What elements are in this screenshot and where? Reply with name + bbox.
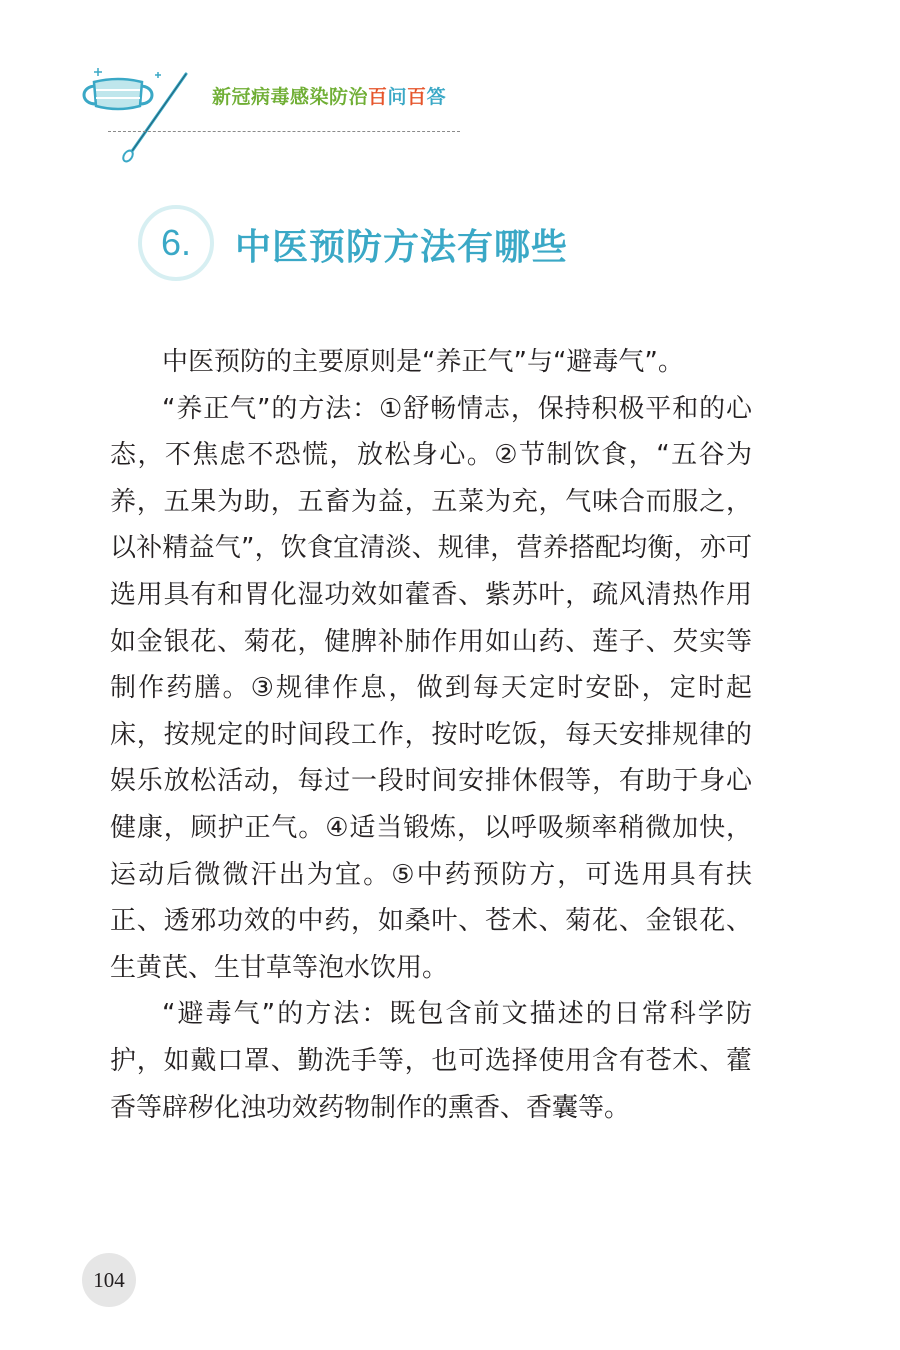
sparkle-icon bbox=[155, 72, 161, 78]
section-number-badge bbox=[138, 205, 214, 281]
sparkle-icon bbox=[94, 68, 102, 76]
running-header-title bbox=[212, 82, 446, 109]
paragraph: “养正气”的方法：①舒畅情志，保持积极平和的心态，不焦虑不恐慌，放松身心。②节制饮食，“五谷为养，五果为助，五畜为益，五菜为充，气味合而服之，以补精益气”，饮食宜清淡、规律，营养搭配均衡，亦可选用具有和胃化湿功效如藿香、紫苏叶，疏风清热作用如金银花、菊花，健脾补肺作用如山药、莲子、芡实等制作药膳。③规律作息，做到每天定时安卧，定时起床，按规定的时间段工作，按时吃饭，每天安排规律的娱乐放松活动，每过一段时间安排休假等，有助于身心健康，顾护正气。④适当锻炼，以呼吸频率稍微加快，运动后微微汗出为宜。⑤中药预防方，可选用具有扶正、透邪功效的中药，如桑叶、苍术、菊花、金银花、生黄芪、生甘草等泡水饮用。 bbox=[110, 393, 752, 983]
body-text bbox=[110, 339, 752, 1131]
header-title-char: 答 bbox=[426, 86, 447, 108]
section-title: 中医预防方法有哪些 bbox=[235, 227, 569, 268]
header-title-main: 新冠病毒感染防治 bbox=[212, 86, 369, 108]
header-title-char: 百 bbox=[407, 86, 427, 108]
header-title-char: 百 bbox=[368, 86, 388, 108]
page-number-badge bbox=[82, 1253, 136, 1307]
face-mask-and-swab-icon bbox=[78, 64, 206, 164]
page-number: 104 bbox=[93, 1268, 125, 1292]
header-dashed-divider bbox=[108, 131, 460, 132]
paragraph: 中医预防的主要原则是“养正气”与“避毒气”。 bbox=[162, 347, 684, 377]
section-number: 6. bbox=[160, 222, 192, 263]
header-title-char: 问 bbox=[387, 86, 408, 108]
paragraph: “避毒气”的方法：既包含前文描述的日常科学防护，如戴口罩、勤洗手等，也可选择使用含有苍术、藿香等辟秽化浊功效药物制作的熏香、香囊等。 bbox=[110, 999, 752, 1123]
